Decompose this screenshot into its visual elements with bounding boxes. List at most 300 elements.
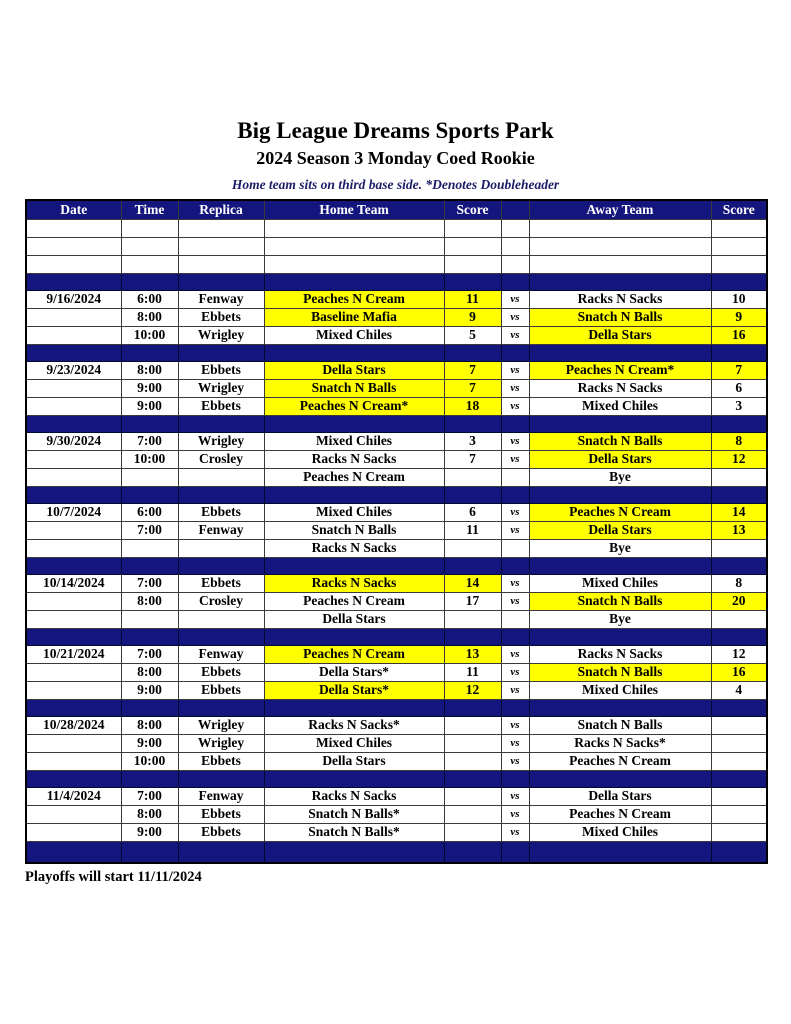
date-cell: [26, 770, 121, 787]
home-score-cell: [444, 699, 501, 716]
time-cell: 10:00: [121, 752, 178, 770]
game-row: [26, 681, 767, 699]
away-team-cell: Racks N Sacks: [529, 290, 711, 308]
home-team-cell: Racks N Sacks: [264, 574, 444, 592]
replica-cell: Ebbets: [178, 574, 264, 592]
time-cell: 10:00: [121, 450, 178, 468]
away-team-cell: Bye: [529, 468, 711, 486]
home-team-cell: Mixed Chiles: [264, 326, 444, 344]
date-cell: 10/21/2024: [26, 645, 121, 663]
home-score-cell: 5: [444, 326, 501, 344]
date-cell: 10/28/2024: [26, 716, 121, 734]
time-cell: [121, 628, 178, 645]
date-cell: [26, 805, 121, 823]
home-team-cell: [264, 557, 444, 574]
game-row: [26, 734, 767, 752]
section-divider-row: [26, 699, 767, 716]
date-cell: [26, 841, 121, 863]
away-score-cell: 10: [711, 290, 767, 308]
home-score-cell: [444, 468, 501, 486]
home-score-cell: [444, 415, 501, 432]
time-cell: 7:00: [121, 521, 178, 539]
away-score-cell: 12: [711, 645, 767, 663]
time-cell: [121, 237, 178, 255]
away-team-cell: [529, 770, 711, 787]
replica-cell: [178, 415, 264, 432]
away-score-cell: [711, 557, 767, 574]
date-cell: 10/14/2024: [26, 574, 121, 592]
home-score-cell: 9: [444, 308, 501, 326]
time-cell: 8:00: [121, 663, 178, 681]
game-row: [26, 645, 767, 663]
away-team-cell: Della Stars: [529, 521, 711, 539]
date-cell: 9/23/2024: [26, 361, 121, 379]
vs-cell: vs: [501, 308, 529, 326]
vs-cell: vs: [501, 752, 529, 770]
date-cell: [26, 344, 121, 361]
vs-cell: vs: [501, 574, 529, 592]
home-team-cell: Mixed Chiles: [264, 734, 444, 752]
away-score-cell: [711, 823, 767, 841]
table-header-row: [26, 200, 767, 219]
date-cell: [26, 592, 121, 610]
home-team-cell: [264, 770, 444, 787]
away-score-cell: [711, 273, 767, 290]
time-cell: [121, 273, 178, 290]
column-header-home-team: Home Team: [264, 200, 444, 219]
replica-cell: Wrigley: [178, 326, 264, 344]
vs-cell: vs: [501, 450, 529, 468]
home-score-cell: [444, 486, 501, 503]
away-team-cell: [529, 557, 711, 574]
home-score-cell: 12: [444, 681, 501, 699]
away-score-cell: [711, 237, 767, 255]
vs-cell: vs: [501, 361, 529, 379]
vs-cell: [501, 255, 529, 273]
vs-cell: vs: [501, 521, 529, 539]
home-score-cell: 7: [444, 361, 501, 379]
time-cell: 9:00: [121, 681, 178, 699]
away-score-cell: 12: [711, 450, 767, 468]
replica-cell: [178, 486, 264, 503]
home-score-cell: 13: [444, 645, 501, 663]
game-row: [26, 592, 767, 610]
away-team-cell: Peaches N Cream: [529, 805, 711, 823]
home-team-cell: [264, 628, 444, 645]
away-team-cell: Snatch N Balls: [529, 716, 711, 734]
replica-cell: Wrigley: [178, 432, 264, 450]
date-cell: 9/30/2024: [26, 432, 121, 450]
game-row: [26, 823, 767, 841]
home-score-cell: [444, 770, 501, 787]
home-team-cell: Della Stars*: [264, 663, 444, 681]
home-score-cell: [444, 237, 501, 255]
game-row: [26, 716, 767, 734]
game-row: [26, 752, 767, 770]
game-row: [26, 805, 767, 823]
section-divider-row: [26, 486, 767, 503]
home-team-cell: Mixed Chiles: [264, 503, 444, 521]
game-row: [26, 308, 767, 326]
away-team-cell: Snatch N Balls: [529, 432, 711, 450]
game-row: [26, 397, 767, 415]
vs-cell: vs: [501, 734, 529, 752]
replica-cell: Ebbets: [178, 823, 264, 841]
replica-cell: [178, 841, 264, 863]
date-cell: [26, 255, 121, 273]
home-score-cell: 11: [444, 290, 501, 308]
date-cell: [26, 539, 121, 557]
replica-cell: Ebbets: [178, 663, 264, 681]
home-team-cell: [264, 699, 444, 716]
away-score-cell: [711, 539, 767, 557]
away-team-cell: [529, 841, 711, 863]
game-row: [26, 361, 767, 379]
home-team-cell: Della Stars: [264, 610, 444, 628]
date-cell: [26, 557, 121, 574]
home-team-cell: Racks N Sacks: [264, 450, 444, 468]
away-score-cell: [711, 344, 767, 361]
vs-cell: [501, 237, 529, 255]
away-team-cell: Snatch N Balls: [529, 308, 711, 326]
vs-cell: [501, 415, 529, 432]
home-score-cell: [444, 539, 501, 557]
vs-cell: [501, 468, 529, 486]
vs-cell: vs: [501, 645, 529, 663]
away-score-cell: [711, 628, 767, 645]
section-divider-row: [26, 841, 767, 863]
away-team-cell: Mixed Chiles: [529, 574, 711, 592]
away-score-cell: 16: [711, 326, 767, 344]
game-row: [26, 787, 767, 805]
away-team-cell: Bye: [529, 610, 711, 628]
section-divider-row: [26, 628, 767, 645]
home-score-cell: [444, 344, 501, 361]
game-row: [26, 663, 767, 681]
schedule-note: Home team sits on third base side. *Denotes Doubleheader: [231, 177, 560, 193]
vs-cell: [501, 699, 529, 716]
date-cell: [26, 752, 121, 770]
game-row: [26, 503, 767, 521]
away-score-cell: [711, 716, 767, 734]
home-team-cell: Racks N Sacks*: [264, 716, 444, 734]
home-team-cell: Racks N Sacks: [264, 787, 444, 805]
replica-cell: Ebbets: [178, 361, 264, 379]
time-cell: [121, 415, 178, 432]
vs-cell: [501, 770, 529, 787]
away-team-cell: [529, 255, 711, 273]
home-team-cell: Della Stars: [264, 752, 444, 770]
replica-cell: [178, 557, 264, 574]
away-score-cell: 7: [711, 361, 767, 379]
time-cell: 8:00: [121, 805, 178, 823]
replica-cell: Ebbets: [178, 397, 264, 415]
away-score-cell: [711, 699, 767, 716]
time-cell: [121, 770, 178, 787]
home-team-cell: Peaches N Cream: [264, 645, 444, 663]
replica-cell: [178, 628, 264, 645]
away-score-cell: 20: [711, 592, 767, 610]
home-score-cell: 3: [444, 432, 501, 450]
column-header-date: Date: [26, 200, 121, 219]
vs-cell: vs: [501, 787, 529, 805]
home-score-cell: 7: [444, 450, 501, 468]
game-row: [26, 574, 767, 592]
home-score-cell: [444, 734, 501, 752]
vs-cell: [501, 841, 529, 863]
home-score-cell: [444, 219, 501, 237]
away-score-cell: [711, 841, 767, 863]
replica-cell: Wrigley: [178, 734, 264, 752]
home-team-cell: [264, 219, 444, 237]
date-cell: [26, 326, 121, 344]
replica-cell: Wrigley: [178, 379, 264, 397]
away-score-cell: [711, 752, 767, 770]
time-cell: [121, 344, 178, 361]
date-cell: [26, 397, 121, 415]
away-score-cell: [711, 770, 767, 787]
time-cell: 9:00: [121, 379, 178, 397]
section-divider-row: [26, 557, 767, 574]
date-cell: [26, 734, 121, 752]
home-score-cell: [444, 255, 501, 273]
section-divider-row: [26, 415, 767, 432]
playoffs-note: Playoffs will start 11/11/2024: [25, 869, 202, 886]
vs-cell: [501, 539, 529, 557]
home-team-cell: Racks N Sacks: [264, 539, 444, 557]
away-score-cell: 16: [711, 663, 767, 681]
home-team-cell: Della Stars*: [264, 681, 444, 699]
date-cell: [26, 468, 121, 486]
away-team-cell: [529, 628, 711, 645]
away-team-cell: Peaches N Cream: [529, 503, 711, 521]
vs-cell: vs: [501, 397, 529, 415]
column-header-away-team: Away Team: [529, 200, 711, 219]
date-cell: [26, 699, 121, 716]
time-cell: 9:00: [121, 734, 178, 752]
home-score-cell: [444, 787, 501, 805]
vs-cell: vs: [501, 823, 529, 841]
away-team-cell: Peaches N Cream: [529, 752, 711, 770]
vs-cell: vs: [501, 805, 529, 823]
replica-cell: [178, 255, 264, 273]
home-team-cell: Peaches N Cream: [264, 468, 444, 486]
home-score-cell: 17: [444, 592, 501, 610]
vs-cell: vs: [501, 432, 529, 450]
away-team-cell: Mixed Chiles: [529, 681, 711, 699]
date-cell: [26, 219, 121, 237]
vs-cell: vs: [501, 716, 529, 734]
away-team-cell: [529, 237, 711, 255]
vs-cell: vs: [501, 379, 529, 397]
home-score-cell: [444, 841, 501, 863]
date-cell: [26, 379, 121, 397]
home-team-cell: [264, 344, 444, 361]
date-cell: 11/4/2024: [26, 787, 121, 805]
away-score-cell: [711, 805, 767, 823]
replica-cell: Ebbets: [178, 805, 264, 823]
time-cell: [121, 468, 178, 486]
away-team-cell: Della Stars: [529, 450, 711, 468]
home-team-cell: Snatch N Balls: [264, 379, 444, 397]
replica-cell: [178, 468, 264, 486]
date-cell: [26, 610, 121, 628]
time-cell: 7:00: [121, 432, 178, 450]
section-divider-row: [26, 344, 767, 361]
away-score-cell: 6: [711, 379, 767, 397]
away-team-cell: Bye: [529, 539, 711, 557]
schedule-table: [25, 199, 768, 864]
away-team-cell: Mixed Chiles: [529, 823, 711, 841]
bye-row: [26, 610, 767, 628]
home-team-cell: Snatch N Balls*: [264, 823, 444, 841]
date-cell: 10/7/2024: [26, 503, 121, 521]
away-score-cell: [711, 787, 767, 805]
vs-cell: vs: [501, 681, 529, 699]
empty-row: [26, 255, 767, 273]
home-score-cell: 11: [444, 663, 501, 681]
away-score-cell: 8: [711, 432, 767, 450]
replica-cell: [178, 219, 264, 237]
away-score-cell: [711, 219, 767, 237]
bye-row: [26, 539, 767, 557]
time-cell: 8:00: [121, 308, 178, 326]
away-team-cell: Snatch N Balls: [529, 592, 711, 610]
vs-cell: [501, 344, 529, 361]
away-team-cell: [529, 273, 711, 290]
replica-cell: Wrigley: [178, 716, 264, 734]
time-cell: 7:00: [121, 574, 178, 592]
time-cell: [121, 610, 178, 628]
time-cell: [121, 539, 178, 557]
vs-cell: [501, 557, 529, 574]
away-score-cell: [711, 415, 767, 432]
home-score-cell: [444, 273, 501, 290]
time-cell: 10:00: [121, 326, 178, 344]
vs-cell: [501, 273, 529, 290]
home-score-cell: [444, 628, 501, 645]
away-team-cell: Racks N Sacks: [529, 379, 711, 397]
home-team-cell: [264, 486, 444, 503]
home-team-cell: [264, 273, 444, 290]
date-cell: [26, 450, 121, 468]
page-header: [0, 0, 791, 193]
away-score-cell: [711, 486, 767, 503]
vs-cell: vs: [501, 290, 529, 308]
replica-cell: Ebbets: [178, 308, 264, 326]
away-score-cell: [711, 255, 767, 273]
time-cell: [121, 841, 178, 863]
home-score-cell: 6: [444, 503, 501, 521]
vs-cell: [501, 610, 529, 628]
column-header-home-score: Score: [444, 200, 501, 219]
home-team-cell: Snatch N Balls*: [264, 805, 444, 823]
away-team-cell: Racks N Sacks: [529, 645, 711, 663]
section-divider-row: [26, 770, 767, 787]
time-cell: [121, 219, 178, 237]
empty-row: [26, 219, 767, 237]
vs-cell: vs: [501, 592, 529, 610]
home-score-cell: 14: [444, 574, 501, 592]
home-team-cell: [264, 255, 444, 273]
away-team-cell: Snatch N Balls: [529, 663, 711, 681]
away-score-cell: [711, 610, 767, 628]
time-cell: 6:00: [121, 503, 178, 521]
away-team-cell: Racks N Sacks*: [529, 734, 711, 752]
page-subtitle: 2024 Season 3 Monday Coed Rookie: [256, 147, 535, 168]
vs-cell: vs: [501, 326, 529, 344]
date-cell: [26, 273, 121, 290]
date-cell: [26, 308, 121, 326]
time-cell: 8:00: [121, 716, 178, 734]
home-team-cell: Della Stars: [264, 361, 444, 379]
home-team-cell: [264, 237, 444, 255]
away-team-cell: [529, 219, 711, 237]
game-row: [26, 450, 767, 468]
home-score-cell: 11: [444, 521, 501, 539]
game-row: [26, 379, 767, 397]
bye-row: [26, 468, 767, 486]
vs-cell: [501, 628, 529, 645]
page-title: Big League Dreams Sports Park: [237, 118, 554, 143]
away-score-cell: 9: [711, 308, 767, 326]
away-score-cell: 8: [711, 574, 767, 592]
away-team-cell: [529, 699, 711, 716]
home-score-cell: [444, 805, 501, 823]
date-cell: [26, 237, 121, 255]
time-cell: 8:00: [121, 592, 178, 610]
home-score-cell: [444, 610, 501, 628]
replica-cell: [178, 539, 264, 557]
section-divider-row: [26, 273, 767, 290]
date-cell: [26, 823, 121, 841]
away-score-cell: 14: [711, 503, 767, 521]
vs-cell: [501, 486, 529, 503]
time-cell: 8:00: [121, 361, 178, 379]
date-cell: [26, 628, 121, 645]
time-cell: 7:00: [121, 645, 178, 663]
away-team-cell: Mixed Chiles: [529, 397, 711, 415]
home-team-cell: Peaches N Cream*: [264, 397, 444, 415]
replica-cell: [178, 273, 264, 290]
empty-row: [26, 237, 767, 255]
away-team-cell: Della Stars: [529, 787, 711, 805]
away-score-cell: 4: [711, 681, 767, 699]
column-header-time: Time: [121, 200, 178, 219]
replica-cell: Fenway: [178, 290, 264, 308]
date-cell: [26, 681, 121, 699]
replica-cell: Ebbets: [178, 503, 264, 521]
vs-cell: vs: [501, 503, 529, 521]
game-row: [26, 326, 767, 344]
home-team-cell: [264, 415, 444, 432]
away-score-cell: [711, 734, 767, 752]
away-team-cell: [529, 486, 711, 503]
away-team-cell: Della Stars: [529, 326, 711, 344]
replica-cell: Crosley: [178, 592, 264, 610]
replica-cell: Ebbets: [178, 681, 264, 699]
replica-cell: [178, 770, 264, 787]
date-cell: [26, 415, 121, 432]
home-team-cell: [264, 841, 444, 863]
home-score-cell: [444, 823, 501, 841]
time-cell: 7:00: [121, 787, 178, 805]
replica-cell: [178, 610, 264, 628]
column-header-away-score: Score: [711, 200, 767, 219]
replica-cell: Fenway: [178, 645, 264, 663]
home-score-cell: [444, 557, 501, 574]
game-row: [26, 290, 767, 308]
